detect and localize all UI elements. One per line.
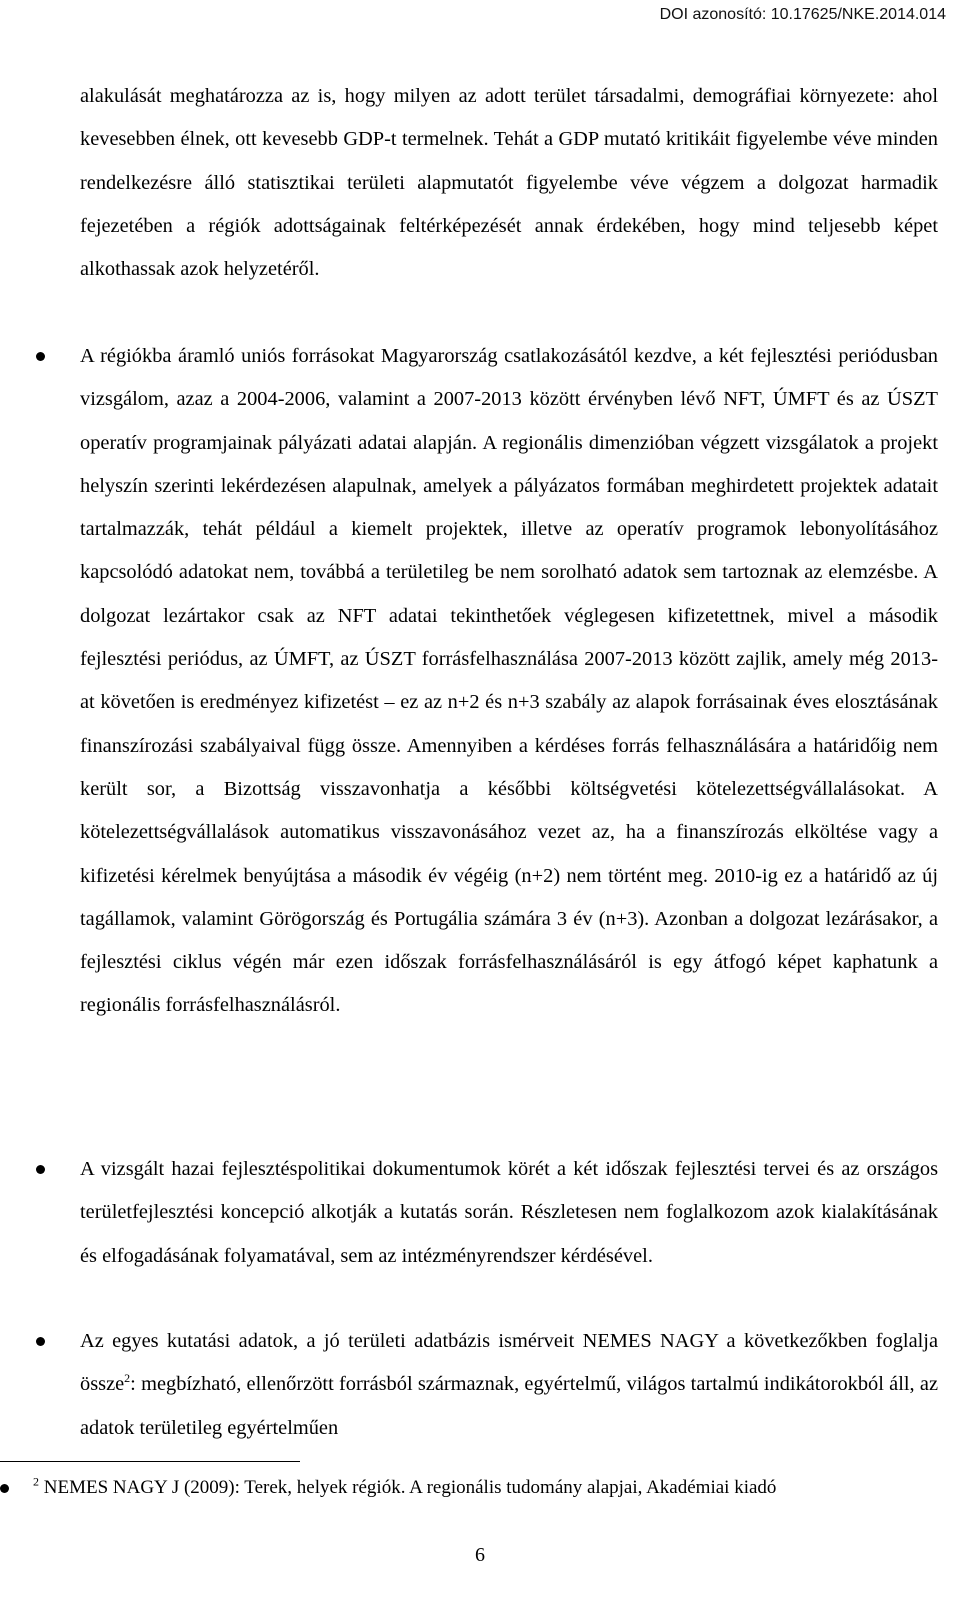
footnote-divider (0, 1461, 300, 1462)
page-number: 6 (475, 1544, 485, 1566)
bullet-icon (36, 352, 45, 361)
bullet-icon (36, 1337, 45, 1346)
footnote-marker: 2 (33, 1474, 39, 1489)
bullet-text (80, 1320, 938, 1450)
list-item (80, 335, 938, 1028)
bullet-text-after-footnote: : megbízható, ellenőrzött forrásból származnak, egyértelmű, világos tartalmú indikátorokból áll, az adatok területileg egyértelműen (80, 1373, 938, 1439)
lead-paragraph: alakulását meghatározza az is, hogy milyen az adott terület társadalmi, demográfiai környezete: ahol kevesebben élnek, ott kevesebb GDP-t termelnek. Tehát a GDP mutató kritikáit figyelembe véve minden rendelkezésre álló statisztikai területi alapmutatót figyelembe véve végzem a dolgozat harmadik fejezetében a régiók adottságainak feltérképezését annak érdekében, hogy mind teljesebb képet alkothassak azok helyzetéről. (80, 85, 938, 281)
list-item (80, 1148, 938, 1278)
list-item (80, 1320, 938, 1450)
footnote-citation: NEMES NAGY J (2009): Terek, helyek régiók. A regionális tudomány alapjai, Akadémiai kiadó (43, 1477, 777, 1498)
bullet-icon (0, 1484, 9, 1493)
footnote-text (33, 1474, 776, 1502)
bullet-text: A régiókba áramló uniós forrásokat Magyarország csatlakozásától kezdve, a két fejlesztési periódusban vizsgálom, azaz a 2004-2006, valamint a 2007-2013 között érvényben lévő NFT, ÚMFT és az ÚSZT operatív programjainak pályázati adatai alapján. A regionális dimenzióban végzett vizsgálatok a projekt helyszín szerinti lekérdezésen alapulnak, amelyek a pályázatos formában meghirdetett projektek adatait tartalmazzák, tehát például a kiemelt projektek, illetve az operatív programok lebonyolításához kapcsolódó adatokat nem, továbbá a területileg be nem sorolható adatok sem tartoznak az elemzésbe. A dolgozat lezártakor csak az NFT adatai tekinthetőek véglegesen kifizetettnek, mivel a második fejlesztési periódus, az ÚMFT, az ÚSZT forrásfelhasználása 2007-2013 között zajlik, amely még 2013-at követően is eredményez kifizetést – ez az n+2 és n+3 szabály az alapok forrásainak éves elosztásának finanszírozási szabályaival függ össze. Amennyiben a kérdéses forrás felhasználására a határidőig nem került sor, a Bizottság visszavonhatja a későbbi költségvetési kötelezettségvállalásokat. A kötelezettségvállalások automatikus visszavonásához vezet az, ha a finanszírozás elköltése vagy a kifizetési kérelmek benyújtása a második év végéig (n+2) nem történt meg. 2010-ig ez a határidő az új tagállamok, valamint Görögország és Portugália számára 3 év (n+3). Azonban a dolgozat lezárásakor, a fejlesztési ciklus végén már ezen időszak forrásfelhasználásáról is egy átfogó képet kaphatunk a regionális forrásfelhasználásról. (80, 345, 938, 1017)
bullet-text: A vizsgált hazai fejlesztéspolitikai dokumentumok körét a két időszak fejlesztési tervei és az országos területfejlesztési koncepció alkotják a kutatás során. Részletesen nem foglalkozom azok kialakításának és elfogadásának folyamatával, sem az intézményrendszer kérdésével. (80, 1158, 938, 1267)
bullet-text-before-footnote: Az egyes kutatási adatok, a jó területi adatbázis ismérveit NEMES NAGY a következőkben foglalja össze (80, 1330, 938, 1396)
footnote-reference[interactable]: 2 (124, 1371, 131, 1386)
bullet-icon (36, 1165, 45, 1174)
doi-header: DOI azonosító: 10.17625/NKE.2014.014 (659, 6, 946, 23)
